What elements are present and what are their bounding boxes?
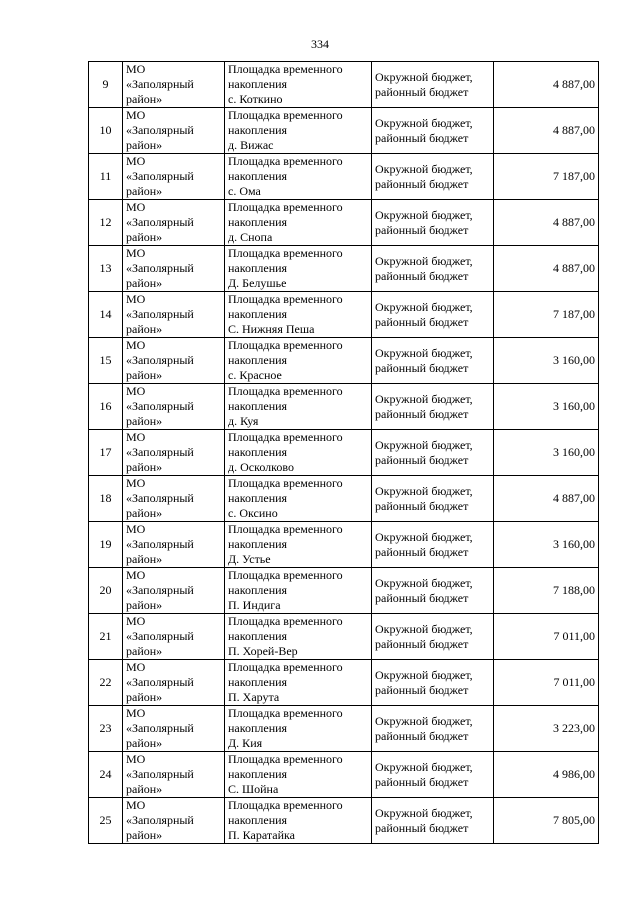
amount: 4 887,00 <box>494 62 599 108</box>
site-name: Площадка временного накопления П. Хорей-Вер <box>225 614 372 660</box>
funding-source: Окружной бюджет, районный бюджет <box>372 292 494 338</box>
municipality: МО «Заполярный район» <box>123 614 225 660</box>
table-row <box>89 568 599 614</box>
funding-source: Окружной бюджет, районный бюджет <box>372 338 494 384</box>
row-number: 22 <box>89 660 123 706</box>
table-row <box>89 614 599 660</box>
amount: 3 160,00 <box>494 384 599 430</box>
site-name: Площадка временного накопления д. Снопа <box>225 200 372 246</box>
amount: 3 160,00 <box>494 522 599 568</box>
row-number: 13 <box>89 246 123 292</box>
table-row <box>89 430 599 476</box>
table-row <box>89 154 599 200</box>
amount: 4 986,00 <box>494 752 599 798</box>
table-row <box>89 200 599 246</box>
amount: 3 160,00 <box>494 338 599 384</box>
site-name: Площадка временного накопления д. Осколково <box>225 430 372 476</box>
funding-source: Окружной бюджет, районный бюджет <box>372 154 494 200</box>
table-row <box>89 338 599 384</box>
row-number: 17 <box>89 430 123 476</box>
funding-source: Окружной бюджет, районный бюджет <box>372 108 494 154</box>
funding-source: Окружной бюджет, районный бюджет <box>372 384 494 430</box>
funding-source: Окружной бюджет, районный бюджет <box>372 568 494 614</box>
funding-source: Окружной бюджет, районный бюджет <box>372 522 494 568</box>
municipality: МО «Заполярный район» <box>123 752 225 798</box>
funding-source: Окружной бюджет, районный бюджет <box>372 476 494 522</box>
municipality: МО «Заполярный район» <box>123 246 225 292</box>
row-number: 16 <box>89 384 123 430</box>
amount: 4 887,00 <box>494 476 599 522</box>
funding-source: Окружной бюджет, районный бюджет <box>372 752 494 798</box>
page-number: 334 <box>311 37 329 51</box>
table-row <box>89 660 599 706</box>
funding-source: Окружной бюджет, районный бюджет <box>372 660 494 706</box>
amount: 7 187,00 <box>494 292 599 338</box>
row-number: 23 <box>89 706 123 752</box>
funding-source: Окружной бюджет, районный бюджет <box>372 246 494 292</box>
municipality: МО «Заполярный район» <box>123 62 225 108</box>
row-number: 18 <box>89 476 123 522</box>
site-name: Площадка временного накопления Д. Белушье <box>225 246 372 292</box>
municipality: МО «Заполярный район» <box>123 522 225 568</box>
municipality: МО «Заполярный район» <box>123 292 225 338</box>
municipality: МО «Заполярный район» <box>123 798 225 844</box>
table-row <box>89 752 599 798</box>
site-name: Площадка временного накопления Д. Устье <box>225 522 372 568</box>
municipality: МО «Заполярный район» <box>123 108 225 154</box>
amount: 4 887,00 <box>494 108 599 154</box>
site-name: Площадка временного накопления с. Коткино <box>225 62 372 108</box>
funding-source: Окружной бюджет, районный бюджет <box>372 798 494 844</box>
site-name: Площадка временного накопления П. Харута <box>225 660 372 706</box>
row-number: 21 <box>89 614 123 660</box>
row-number: 24 <box>89 752 123 798</box>
row-number: 9 <box>89 62 123 108</box>
site-name: Площадка временного накопления П. Индига <box>225 568 372 614</box>
amount: 7 011,00 <box>494 660 599 706</box>
amount: 7 188,00 <box>494 568 599 614</box>
amount: 3 160,00 <box>494 430 599 476</box>
municipality: МО «Заполярный район» <box>123 430 225 476</box>
municipality: МО «Заполярный район» <box>123 200 225 246</box>
municipality: МО «Заполярный район» <box>123 384 225 430</box>
table-row <box>89 798 599 844</box>
municipality: МО «Заполярный район» <box>123 154 225 200</box>
amount: 7 187,00 <box>494 154 599 200</box>
table-row <box>89 292 599 338</box>
municipality: МО «Заполярный район» <box>123 476 225 522</box>
funding-source: Окружной бюджет, районный бюджет <box>372 706 494 752</box>
amount: 4 887,00 <box>494 246 599 292</box>
table-row <box>89 476 599 522</box>
funding-source: Окружной бюджет, районный бюджет <box>372 430 494 476</box>
site-name: Площадка временного накопления с. Красное <box>225 338 372 384</box>
site-name: Площадка временного накопления с. Ома <box>225 154 372 200</box>
site-name: Площадка временного накопления д. Куя <box>225 384 372 430</box>
site-name: Площадка временного накопления с. Оксино <box>225 476 372 522</box>
site-name: Площадка временного накопления С. Нижняя Пеша <box>225 292 372 338</box>
funding-source: Окружной бюджет, районный бюджет <box>372 200 494 246</box>
municipality: МО «Заполярный район» <box>123 660 225 706</box>
table-row <box>89 384 599 430</box>
site-name: Площадка временного накопления Д. Кия <box>225 706 372 752</box>
funding-source: Окружной бюджет, районный бюджет <box>372 62 494 108</box>
row-number: 12 <box>89 200 123 246</box>
row-number: 15 <box>89 338 123 384</box>
site-name: Площадка временного накопления д. Вижас <box>225 108 372 154</box>
municipality: МО «Заполярный район» <box>123 338 225 384</box>
amount: 4 887,00 <box>494 200 599 246</box>
table-row <box>89 246 599 292</box>
budget-table <box>88 61 599 844</box>
amount: 7 805,00 <box>494 798 599 844</box>
table-row <box>89 62 599 108</box>
row-number: 10 <box>89 108 123 154</box>
site-name: Площадка временного накопления С. Шойна <box>225 752 372 798</box>
row-number: 25 <box>89 798 123 844</box>
municipality: МО «Заполярный район» <box>123 706 225 752</box>
table-body <box>89 62 599 844</box>
funding-source: Окружной бюджет, районный бюджет <box>372 614 494 660</box>
amount: 3 223,00 <box>494 706 599 752</box>
municipality: МО «Заполярный район» <box>123 568 225 614</box>
table-row <box>89 108 599 154</box>
amount: 7 011,00 <box>494 614 599 660</box>
site-name: Площадка временного накопления П. Каратайка <box>225 798 372 844</box>
table-row <box>89 522 599 568</box>
row-number: 11 <box>89 154 123 200</box>
row-number: 14 <box>89 292 123 338</box>
row-number: 20 <box>89 568 123 614</box>
row-number: 19 <box>89 522 123 568</box>
table-row <box>89 706 599 752</box>
